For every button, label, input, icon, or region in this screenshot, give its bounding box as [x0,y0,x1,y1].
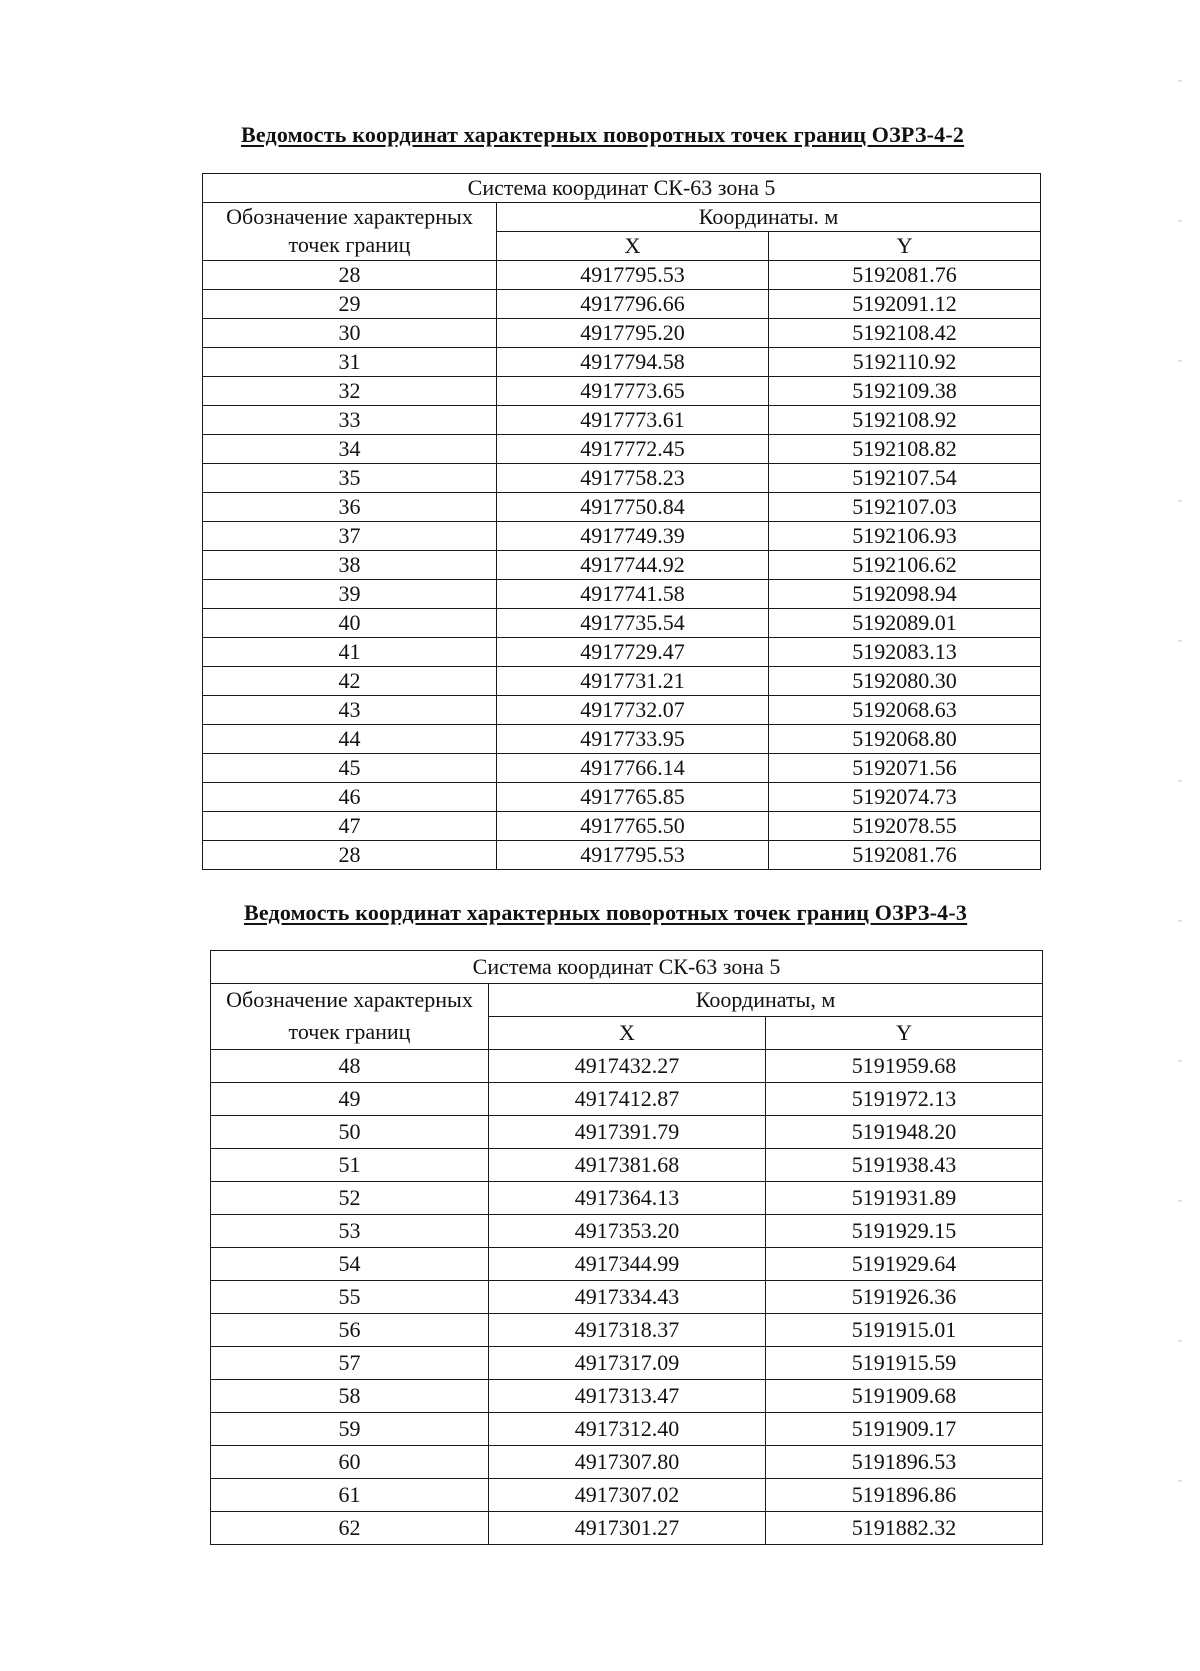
table-row [211,1413,1043,1446]
point-number-cell: 30 [203,319,497,348]
table-row [211,1116,1043,1149]
table-row [211,1446,1043,1479]
x-coordinate-cell: 4917731.21 [497,667,769,696]
point-number-cell: 34 [203,435,497,464]
y-coordinate-cell: 5192068.80 [769,725,1041,754]
x-coordinate-cell: 4917334.43 [489,1281,766,1314]
x-header: X [497,232,769,261]
coordinates-table [202,173,1041,870]
x-coordinate-cell: 4917344.99 [489,1248,766,1281]
y-coordinate-cell: 5192110.92 [769,348,1041,377]
header-row-coords [203,203,1041,232]
y-coordinate-cell: 5192109.38 [769,377,1041,406]
x-coordinate-cell: 4917733.95 [497,725,769,754]
table-row [203,435,1041,464]
table-row [203,377,1041,406]
point-number-cell: 33 [203,406,497,435]
table-row [211,1347,1043,1380]
x-coordinate-cell: 4917766.14 [497,754,769,783]
y-coordinate-cell: 5192080.30 [769,667,1041,696]
x-coordinate-cell: 4917796.66 [497,290,769,319]
x-coordinate-cell: 4917795.53 [497,841,769,870]
table-row [203,754,1041,783]
point-number-cell: 60 [211,1446,489,1479]
x-coordinate-cell: 4917758.23 [497,464,769,493]
table-row [203,696,1041,725]
table-row [203,609,1041,638]
table-row [211,1380,1043,1413]
table-row [211,1149,1043,1182]
x-header: X [489,1017,766,1050]
y-coordinate-cell: 5192083.13 [769,638,1041,667]
x-coordinate-cell: 4917741.58 [497,580,769,609]
point-number-cell: 56 [211,1314,489,1347]
x-coordinate-cell: 4917794.58 [497,348,769,377]
table-row [203,319,1041,348]
x-coordinate-cell: 4917312.40 [489,1413,766,1446]
y-coordinate-cell: 5191896.86 [766,1479,1043,1512]
table-row [203,290,1041,319]
point-number-cell: 50 [211,1116,489,1149]
y-coordinate-cell: 5191915.59 [766,1347,1043,1380]
point-number-cell: 31 [203,348,497,377]
header-row-system [203,174,1041,203]
y-coordinate-cell: 5191938.43 [766,1149,1043,1182]
x-coordinate-cell: 4917750.84 [497,493,769,522]
point-number-cell: 28 [203,841,497,870]
table-row [203,725,1041,754]
x-coordinate-cell: 4917749.39 [497,522,769,551]
x-coordinate-cell: 4917432.27 [489,1050,766,1083]
header-row-coords [211,984,1043,1017]
x-coordinate-cell: 4917772.45 [497,435,769,464]
y-header: Y [766,1017,1043,1050]
y-coordinate-cell: 5191909.17 [766,1413,1043,1446]
table-row [203,812,1041,841]
point-name-header [211,984,489,1050]
y-coordinate-cell: 5192089.01 [769,609,1041,638]
y-coordinate-cell: 5192078.55 [769,812,1041,841]
x-coordinate-cell: 4917301.27 [489,1512,766,1545]
point-number-cell: 41 [203,638,497,667]
y-coordinate-cell: 5192106.62 [769,551,1041,580]
x-coordinate-cell: 4917795.53 [497,261,769,290]
y-coordinate-cell: 5192108.92 [769,406,1041,435]
table-row [203,580,1041,609]
y-coordinate-cell: 5191915.01 [766,1314,1043,1347]
table-row [203,406,1041,435]
point-number-cell: 47 [203,812,497,841]
y-coordinate-cell: 5192108.82 [769,435,1041,464]
table-row [203,261,1041,290]
x-coordinate-cell: 4917353.20 [489,1215,766,1248]
table-row [211,1050,1043,1083]
y-coordinate-cell: 5192091.12 [769,290,1041,319]
coordinates-table [210,950,1043,1545]
table-row [203,522,1041,551]
table-row [211,1512,1043,1545]
point-number-cell: 57 [211,1347,489,1380]
x-coordinate-cell: 4917765.50 [497,812,769,841]
y-coordinate-cell: 5192098.94 [769,580,1041,609]
table-row [203,667,1041,696]
x-coordinate-cell: 4917744.92 [497,551,769,580]
point-number-cell: 52 [211,1182,489,1215]
x-coordinate-cell: 4917795.20 [497,319,769,348]
table-row [203,464,1041,493]
y-coordinate-cell: 5191959.68 [766,1050,1043,1083]
x-coordinate-cell: 4917318.37 [489,1314,766,1347]
x-coordinate-cell: 4917735.54 [497,609,769,638]
y-coordinate-cell: 5192081.76 [769,841,1041,870]
point-number-cell: 28 [203,261,497,290]
point-number-cell: 49 [211,1083,489,1116]
point-number-cell: 58 [211,1380,489,1413]
x-coordinate-cell: 4917729.47 [497,638,769,667]
y-coordinate-cell: 5192071.56 [769,754,1041,783]
point-number-cell: 55 [211,1281,489,1314]
y-coordinate-cell: 5192068.63 [769,696,1041,725]
table-row [203,348,1041,377]
y-coordinate-cell: 5191882.32 [766,1512,1043,1545]
point-number-cell: 32 [203,377,497,406]
point-number-cell: 62 [211,1512,489,1545]
table-row [203,551,1041,580]
y-coordinate-cell: 5191909.68 [766,1380,1043,1413]
point-number-cell: 36 [203,493,497,522]
table-body [211,951,1043,1545]
point-number-cell: 29 [203,290,497,319]
table-row [211,1314,1043,1347]
table-row [211,1215,1043,1248]
point-number-cell: 59 [211,1413,489,1446]
x-coordinate-cell: 4917317.09 [489,1347,766,1380]
table-body [203,174,1041,870]
point-name-header [203,203,497,261]
x-coordinate-cell: 4917307.02 [489,1479,766,1512]
y-header: Y [769,232,1041,261]
point-number-cell: 45 [203,754,497,783]
table-row [203,783,1041,812]
y-coordinate-cell: 5191931.89 [766,1182,1043,1215]
y-coordinate-cell: 5192108.42 [769,319,1041,348]
table-row [211,1479,1043,1512]
point-number-cell: 35 [203,464,497,493]
point-number-cell: 42 [203,667,497,696]
y-coordinate-cell: 5191926.36 [766,1281,1043,1314]
point-name-header-line: точек границ [288,232,411,257]
x-coordinate-cell: 4917732.07 [497,696,769,725]
table-row [203,841,1041,870]
x-coordinate-cell: 4917307.80 [489,1446,766,1479]
x-coordinate-cell: 4917391.79 [489,1116,766,1149]
header-row-system [211,951,1043,984]
y-coordinate-cell: 5191896.53 [766,1446,1043,1479]
point-number-cell: 53 [211,1215,489,1248]
table-row [211,1281,1043,1314]
point-number-cell: 43 [203,696,497,725]
x-coordinate-cell: 4917773.65 [497,377,769,406]
x-coordinate-cell: 4917412.87 [489,1083,766,1116]
x-coordinate-cell: 4917765.85 [497,783,769,812]
point-name-header-line: Обозначение характерных [226,987,473,1012]
point-number-cell: 37 [203,522,497,551]
point-number-cell: 44 [203,725,497,754]
y-coordinate-cell: 5191929.64 [766,1248,1043,1281]
table-row [211,1248,1043,1281]
point-number-cell: 51 [211,1149,489,1182]
point-number-cell: 61 [211,1479,489,1512]
coordinate-system-header: Система координат СК-63 зона 5 [203,174,1041,203]
scan-edge-marks [1178,20,1182,1620]
y-coordinate-cell: 5192107.54 [769,464,1041,493]
coordinate-system-header: Система координат СК-63 зона 5 [211,951,1043,984]
point-name-header-line: точек границ [288,1019,411,1044]
coordinates-header: Координаты. м [497,203,1041,232]
table-title: Ведомость координат характерных поворотных точек границ ОЗРЗ-4-2 [241,122,965,147]
y-coordinate-cell: 5191948.20 [766,1116,1043,1149]
x-coordinate-cell: 4917381.68 [489,1149,766,1182]
y-coordinate-cell: 5192107.03 [769,493,1041,522]
x-coordinate-cell: 4917364.13 [489,1182,766,1215]
point-name-header-line: Обозначение характерных [226,204,473,229]
x-coordinate-cell: 4917773.61 [497,406,769,435]
table-row [211,1083,1043,1116]
table-row [211,1182,1043,1215]
y-coordinate-cell: 5192106.93 [769,522,1041,551]
point-number-cell: 38 [203,551,497,580]
table-title: Ведомость координат характерных поворотных точек границ ОЗРЗ-4-3 [244,900,968,925]
y-coordinate-cell: 5191929.15 [766,1215,1043,1248]
point-number-cell: 46 [203,783,497,812]
y-coordinate-cell: 5192081.76 [769,261,1041,290]
coordinates-header: Координаты, м [489,984,1043,1017]
table-row [203,638,1041,667]
point-number-cell: 54 [211,1248,489,1281]
y-coordinate-cell: 5192074.73 [769,783,1041,812]
point-number-cell: 48 [211,1050,489,1083]
y-coordinate-cell: 5191972.13 [766,1083,1043,1116]
table-row [203,493,1041,522]
point-number-cell: 40 [203,609,497,638]
x-coordinate-cell: 4917313.47 [489,1380,766,1413]
point-number-cell: 39 [203,580,497,609]
